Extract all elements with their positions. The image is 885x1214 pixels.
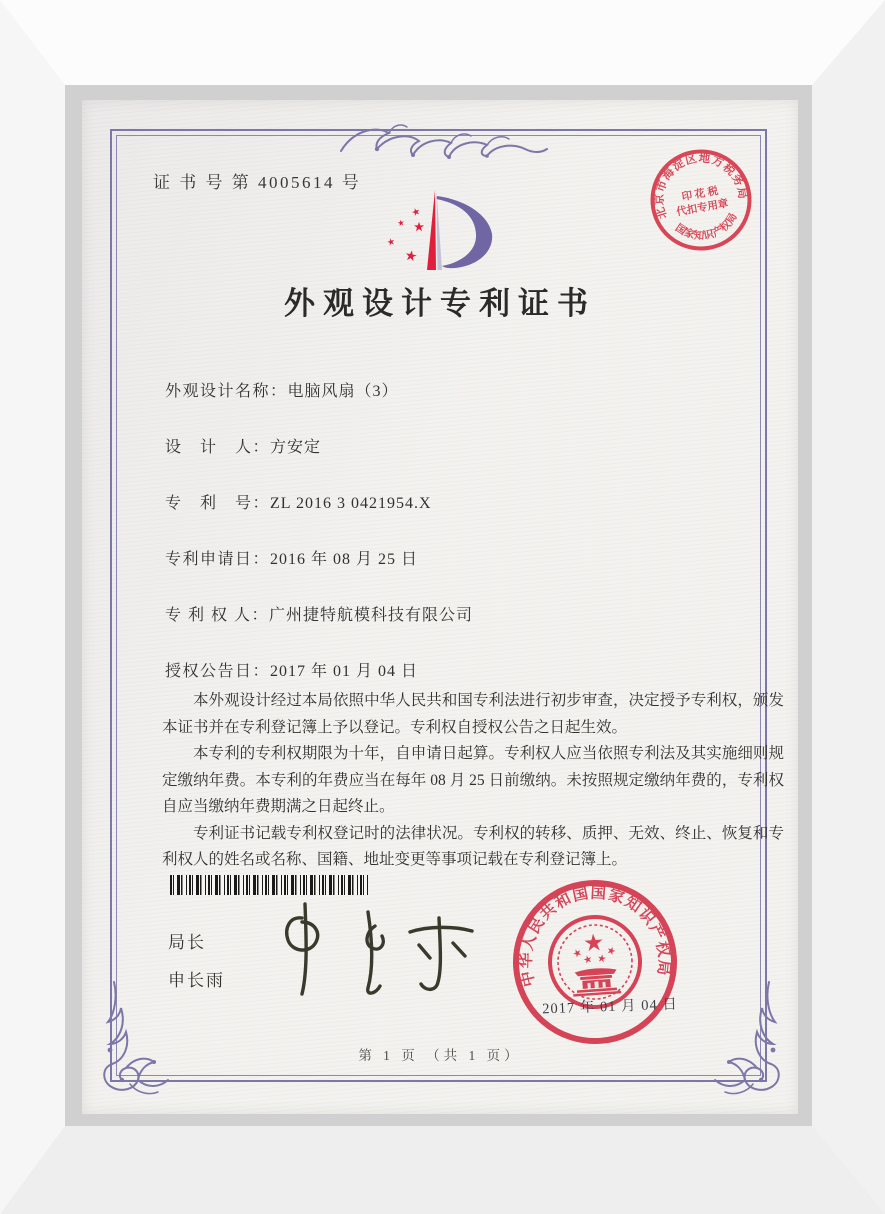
certificate-body — [162, 688, 784, 874]
body-paragraph: 本专利的专利权期限为十年，自申请日起算。专利权人应当依照专利法及其实施细则规定缴纳年费。本专利的年费应当在每年 08 月 25 日前缴纳。未按照规定缴纳年费的，专利权自应当缴纳年费期满之日起终止。 — [162, 745, 784, 815]
certificate-number: 证 书 号 第 4005614 号 — [153, 173, 362, 192]
signoff-block — [168, 928, 225, 991]
border-corner-flourish-icon — [100, 980, 170, 1098]
field-designer — [165, 434, 321, 457]
body-paragraph: 专利证书记载专利权登记时的法律状况。专利权的转移、质押、无效、终止、恢复和专利权人的姓名或名称、国籍、地址变更等事项记载在专利登记簿上。 — [162, 824, 784, 868]
seal-date-stamp: 2017 年 01 月 04 日 — [542, 996, 679, 1018]
barcode — [170, 875, 368, 895]
field-value: 2017 年 01 月 04 日 — [270, 663, 419, 680]
field-value: 广州捷特航模科技有限公司 — [269, 607, 474, 624]
field-label: 专利申请日： — [165, 551, 271, 568]
field-patentee — [165, 602, 473, 625]
director-name: 申长雨 — [168, 971, 225, 990]
stamp-center-line1: 印 花 税 — [680, 185, 720, 204]
field-value: 电脑风扇（3） — [287, 383, 399, 400]
seal-ring-text: 中华人民共和国国家知识产权局 — [517, 884, 673, 989]
field-label: 外观设计名称： — [165, 383, 288, 400]
director-role-label: 局长 — [168, 933, 206, 952]
field-label: 专 利 权 人： — [165, 607, 270, 624]
stamp-tax-seal — [637, 136, 764, 263]
field-grant-date — [165, 658, 418, 681]
border-corner-flourish-icon — [713, 980, 783, 1098]
field-label: 授权公告日： — [165, 663, 271, 680]
field-patent-number — [165, 490, 432, 513]
stamp-arc-top-text: 北京市海淀区地方税务局 — [653, 152, 749, 221]
field-value: 2016 年 08 月 25 日 — [270, 551, 419, 568]
page-number-footer: 第 1 页 （共 1 页） — [358, 1048, 522, 1063]
field-label: 设 计 人： — [165, 439, 271, 456]
sipo-official-seal — [504, 871, 685, 1052]
certificate-paper — [82, 100, 798, 1114]
border-garland-ornament-icon — [337, 115, 550, 160]
field-design-name — [165, 378, 399, 401]
stamp-center-line2: 代扣专用章 — [675, 198, 730, 219]
patent-office-logo-icon — [385, 188, 497, 274]
field-label: 专 利 号： — [165, 495, 271, 512]
certificate-title: 外观设计专利证书 — [284, 286, 596, 321]
field-value: ZL 2016 3 0421954.X — [270, 495, 432, 512]
director-signature — [272, 898, 482, 1003]
body-paragraph: 本外观设计经过本局依照中华人民共和国专利法进行初步审查，决定授予专利权，颁发本证书并在专利登记簿上予以登记。专利权自授权公告之日起生效。 — [162, 692, 784, 736]
field-filing-date — [165, 546, 418, 569]
field-value: 方安定 — [270, 439, 322, 456]
stamp-arc-bottom-text: 国家知识产权局 — [672, 211, 740, 243]
